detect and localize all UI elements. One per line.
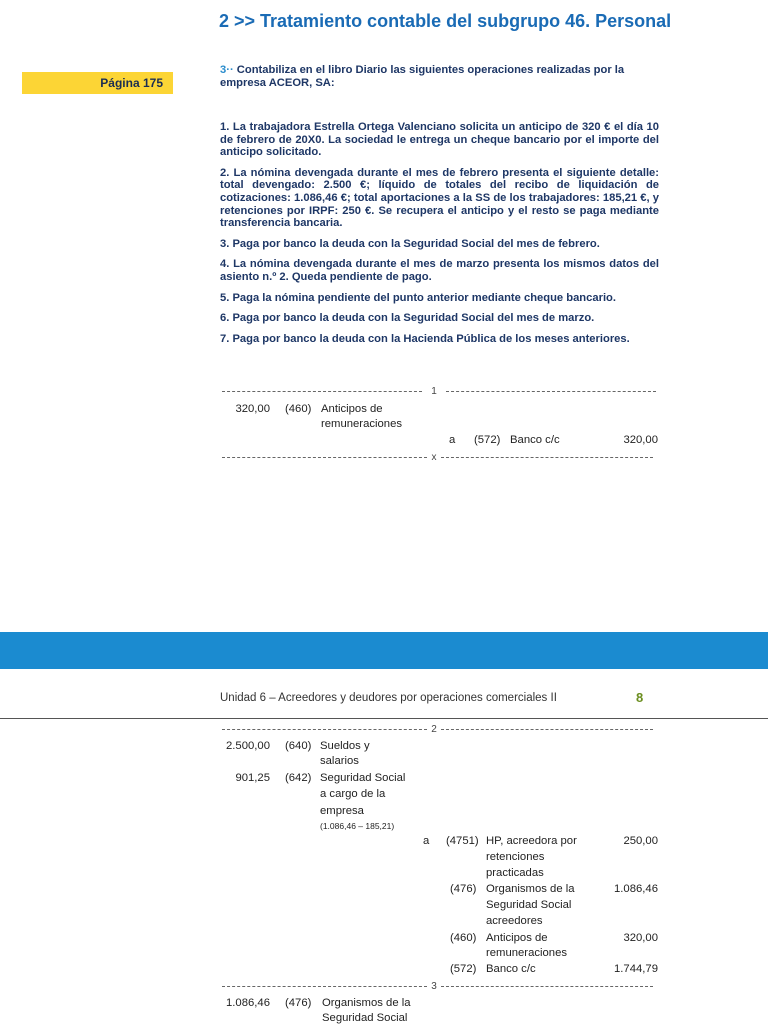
unit-header: Unidad 6 – Acreedores y deudores por operaciones comerciales II <box>220 692 557 704</box>
debit-amount: 320,00 <box>235 403 270 415</box>
debit-account: (460) <box>285 403 312 415</box>
debit-account: (642) <box>285 772 312 784</box>
entry-separator <box>222 724 656 736</box>
credit-account-name: practicadas <box>486 867 544 879</box>
debit-account-name: a cargo de la <box>320 788 386 800</box>
entry-number: 1 <box>431 386 437 397</box>
credit-amount: 320,00 <box>623 932 658 944</box>
page-number: 8 <box>636 690 644 705</box>
operation-item: 3. Paga por banco la deuda con la Seguridad Social del mes de febrero. <box>220 237 600 250</box>
entry-close: x <box>431 452 437 463</box>
credit-account-name: HP, acreedora por <box>486 835 577 847</box>
debit-account: (476) <box>285 997 312 1009</box>
operation-item: 4. La nómina devengada durante el mes de marzo presenta los mismos datos del asiento n.º 2. Queda pendiente de pago. <box>220 258 659 283</box>
credit-a: a <box>423 835 430 847</box>
debit-account-name: Organismos de la <box>322 997 411 1009</box>
credit-account-name: remuneraciones <box>486 947 568 959</box>
credit-account: (572) <box>474 434 501 446</box>
credit-account: (4751) <box>446 835 479 847</box>
debit-amount: 2.500,00 <box>226 740 270 752</box>
exercise-intro-text: Contabiliza en el libro Diario las siguientes operaciones realizadas por la empresa ACEOR, SA: <box>220 64 625 89</box>
entry-separator <box>222 452 656 464</box>
operation-item: 2. La nómina devengada durante el mes de febrero presenta el siguiente detalle: total devengado: 2.500 €; líquido de totales del recibo de liquidación de cotizaciones: 1.086,46 €; total aportaciones a la SS de los trabajadores: 185,21 €, y retenciones por IRPF: 250 €. Se recupera el anticipo y el resto se paga mediante transferencia bancaria. <box>220 166 659 230</box>
credit-amount: 1.086,46 <box>614 883 658 895</box>
header-rule <box>0 718 768 719</box>
credit-account-name: Banco c/c <box>486 963 536 975</box>
credit-account-name: acreedores <box>486 915 543 927</box>
operation-item: 6. Paga por banco la deuda con la Seguridad Social del mes de marzo. <box>220 312 595 325</box>
credit-account-name: retenciones <box>486 851 545 863</box>
page-tab: Página 175 <box>22 72 173 94</box>
entry-separator <box>222 981 656 993</box>
debit-amount: 1.086,46 <box>226 997 270 1009</box>
exercise-number: 3·· <box>220 64 234 76</box>
exercise-intro <box>220 64 659 90</box>
credit-amount: 320,00 <box>623 434 658 446</box>
debit-account-name: Sueldos y <box>320 740 370 752</box>
debit-account-name: salarios <box>320 755 359 767</box>
entry-number: 2 <box>431 724 437 735</box>
operations-list <box>220 121 659 353</box>
operation-item: 1. La trabajadora Estrella Ortega Valenciano solicita un anticipo de 320 € el día 10 de febrero de 20X0. La sociedad le entrega un cheque bancario por el importe del anticipo solicitado. <box>220 121 659 159</box>
credit-amount: 1.744,79 <box>614 963 658 975</box>
section-band <box>0 632 768 669</box>
page-title: 2 >> Tratamiento contable del subgrupo 46. Personal <box>219 11 672 31</box>
credit-account-name: Seguridad Social <box>486 899 572 911</box>
debit-amount: 901,25 <box>235 772 270 784</box>
entry-separator <box>222 386 656 398</box>
credit-a: a <box>449 434 456 446</box>
credit-account-name: Organismos de la <box>486 883 575 895</box>
credit-amount: 250,00 <box>623 835 658 847</box>
entry-number: 3 <box>431 981 437 992</box>
credit-account-name: Anticipos de <box>486 932 548 944</box>
credit-account: (572) <box>450 963 477 975</box>
debit-account-name: Seguridad Social <box>322 1012 408 1024</box>
operation-item: 5. Paga la nómina pendiente del punto anterior mediante cheque bancario. <box>220 291 616 304</box>
debit-account: (640) <box>285 740 312 752</box>
debit-account-name: Seguridad Social <box>320 772 406 784</box>
debit-account-name: remuneraciones <box>321 418 403 430</box>
credit-account: (460) <box>450 932 477 944</box>
debit-account-name: empresa <box>320 805 364 817</box>
operation-item: 7. Paga por banco la deuda con la Hacienda Pública de los meses anteriores. <box>220 332 630 345</box>
debit-account-name: Anticipos de <box>321 403 383 415</box>
credit-account: (476) <box>450 883 477 895</box>
debit-note: (1.086,46 – 185,21) <box>320 821 395 831</box>
credit-account-name: Banco c/c <box>510 434 560 446</box>
